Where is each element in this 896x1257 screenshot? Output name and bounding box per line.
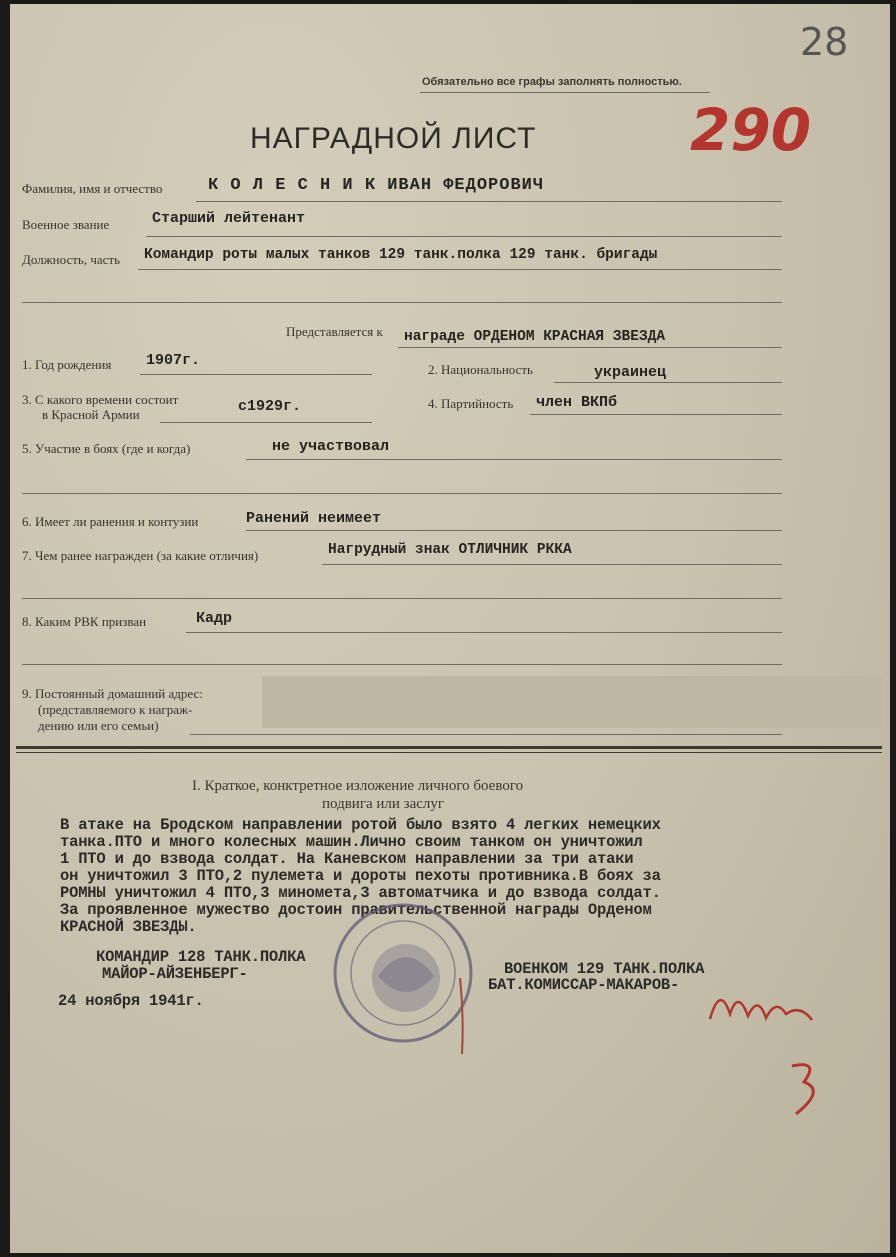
award-sheet: [10, 4, 890, 1253]
battles-value: не участвовал: [272, 438, 390, 455]
party-value: член ВКПб: [536, 394, 618, 411]
nominated-label: Представляется к: [286, 324, 383, 339]
narrative-line-5: РОМНЫ уничтожил 4 ПТО,3 миномета,3 автоматчика и до взвода солдат.: [60, 884, 661, 902]
nationality-value: украинец: [594, 364, 667, 381]
narrative-line-1: В атаке на Бродском направлении ротой было взято 4 легких немецких: [60, 816, 661, 834]
birth-year-label: 1. Год рождения: [22, 357, 112, 372]
nominated-value: награде ОРДЕНОМ КРАСНАЯ ЗВЕЗДА: [404, 329, 666, 345]
name-value: К О Л Е С Н И К ИВАН ФЕДОРОВИЧ: [208, 176, 545, 195]
commander-title: КОМАНДИР 128 ТАНК.ПОЛКА: [96, 948, 306, 966]
red-mark: [450, 976, 480, 1056]
service-since-label: 3. С какого времени состоит: [22, 392, 179, 407]
narrative-line-3: 1 ПТО и до взвода солдат. На Каневском направлении за три атаки: [60, 850, 634, 868]
address-label-2: (представляемого к награж-: [38, 702, 193, 717]
redacted-address: [262, 676, 882, 728]
wounds-label: 6. Имеет ли ранения и контузии: [22, 514, 199, 529]
handwritten-number: 290: [690, 96, 812, 164]
narrative-line-6: За проявленное мужество достоин правительственной награды Орденом: [60, 901, 652, 919]
service-since-label-2: в Красной Армии: [42, 407, 140, 422]
archive-number: 28: [800, 20, 849, 64]
service-since-value: с1929г.: [238, 398, 302, 415]
birth-year-value: 1907г.: [146, 352, 201, 369]
sign-date: 24 ноября 1941г.: [58, 992, 204, 1010]
rank-label: Военное звание: [22, 217, 110, 232]
narrative-line-2: танка.ПТО и много колесных машин.Лично своим танком он уничтожил: [60, 833, 643, 851]
commander-name: МАЙОР-АЙЗЕНБЕРГ-: [102, 965, 248, 983]
section-heading-2: подвига или заслуг: [322, 796, 445, 812]
wounds-value: Ранений неимеет: [246, 510, 382, 527]
section-divider: [16, 746, 882, 749]
page-title: НАГРАДНОЙ ЛИСТ: [250, 122, 537, 155]
battles-label: 5. Участие в боях (где и когда): [22, 441, 191, 456]
section-heading: I. Краткое, конктретное изложение личного боевого: [192, 778, 524, 794]
prev-awards-value: Нагрудный знак ОТЛИЧНИК РККА: [328, 542, 572, 558]
position-value: Командир роты малых танков 129 танк.полка 129 танк. бригады: [144, 247, 658, 263]
position-label: Должность, часть: [22, 252, 121, 267]
rvk-label: 8. Каким РВК призван: [22, 614, 147, 629]
commissar-title: ВОЕНКОМ 129 ТАНК.ПОЛКА: [504, 960, 705, 978]
red-signature: [700, 974, 830, 1124]
nationality-label: 2. Национальность: [428, 362, 533, 377]
narrative-line-7: КРАСНОЙ ЗВЕЗДЫ.: [60, 918, 197, 936]
prev-awards-label: 7. Чем ранее награжден (за какие отличия): [22, 548, 259, 563]
commissar-name: БАТ.КОМИССАР-МАКАРОВ-: [488, 976, 680, 994]
party-label: 4. Партийность: [428, 396, 514, 411]
note-required: Обязательно все графы заполнять полностью.: [422, 76, 682, 88]
rank-value: Старший лейтенант: [152, 210, 306, 227]
address-label: 9. Постоянный домашний адрес:: [22, 686, 203, 701]
name-label: Фамилия, имя и отчество: [22, 181, 163, 196]
rvk-value: Кадр: [196, 610, 233, 627]
address-label-3: дению или его семьи): [38, 718, 159, 733]
narrative-line-4: он уничтожил 3 ПТО,2 пулемета и дороты пехоты противника.В боях за: [60, 867, 661, 885]
